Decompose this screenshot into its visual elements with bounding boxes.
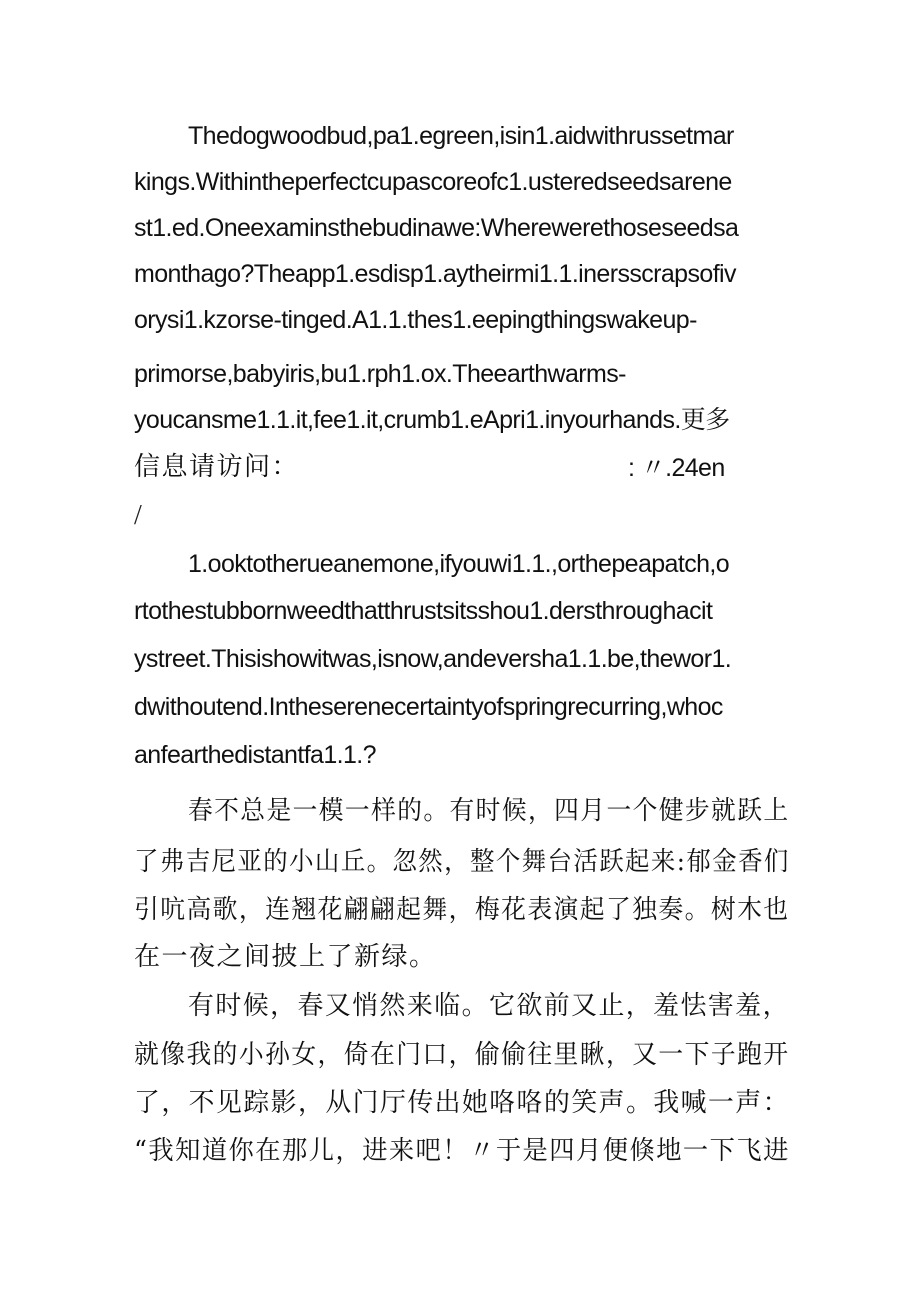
text-line: monthago?Theapp1.esdisp1.aytheirmi1.1.inersscrapsofiv [134,260,736,288]
text-line: primorse,babyiris,bu1.rph1.ox.Theearthwarms- [134,360,626,388]
text-line: 1.ooktotherueanemone,ifyouwi1.1.,orthepeapatch,o [188,550,730,578]
text-line: youcansme1.1.it,fee1.it,crumb1.eApri1.inyourhands.更多 [134,406,730,434]
text-line: orysi1.kzorse-tinged.A1.1.thes1.eepingthingswakeup- [134,306,697,334]
text-line: 了弗吉尼亚的小山丘。忽然，整个舞台活跃起来:郁金香们 [134,847,790,877]
text-line: dwithoutend.Intheserenecertaintyofspringrecurring,whoc [134,693,723,721]
text-line: ystreet.Thisishowitwas,isnow,andeversha1.1.be,thewor1. [134,645,732,673]
text-line: 春不总是一模一样的。有时候，四月一个健步就跃上 [188,796,790,826]
text-line: 信息请访问： [134,452,300,482]
text-line: anfearthedistantfa1.1.? [134,741,376,769]
text-line: st1.ed.Oneexaminsthebudinawe:Wherewerethoseseedsa [134,214,739,242]
text-line: 有时候，春又悄然来临。它欲前又止，羞怯害羞， [188,991,790,1021]
text-line: 引吭高歌，连翘花翩翩起舞，梅花表演起了独奏。树木也 [134,895,790,925]
text-line: 就像我的小孙女，倚在门口，偷偷往里瞅，又一下子跑开 [134,1040,790,1070]
text-line: 在一夜之间披上了新绿。 [134,942,437,972]
text-line: kings.Withintheperfectcupascoreofc1.usteredseedsarene [134,168,732,196]
text-line: Thedogwoodbud,pa1.egreen,isin1.aidwithrussetmar [188,122,734,150]
slash-mark: / [134,500,142,531]
text-line: “我知道你在那儿，进来吧！〃于是四月便倏地一下飞进 [134,1136,790,1166]
text-line: rtothestubbornweedthatthrustsitsshou1.dersthroughacit [134,597,713,625]
text-line: 了，不见踪影，从门厅传出她咯咯的笑声。我喊一声： [134,1088,790,1118]
link-fragment: : 〃.24en [628,454,725,482]
